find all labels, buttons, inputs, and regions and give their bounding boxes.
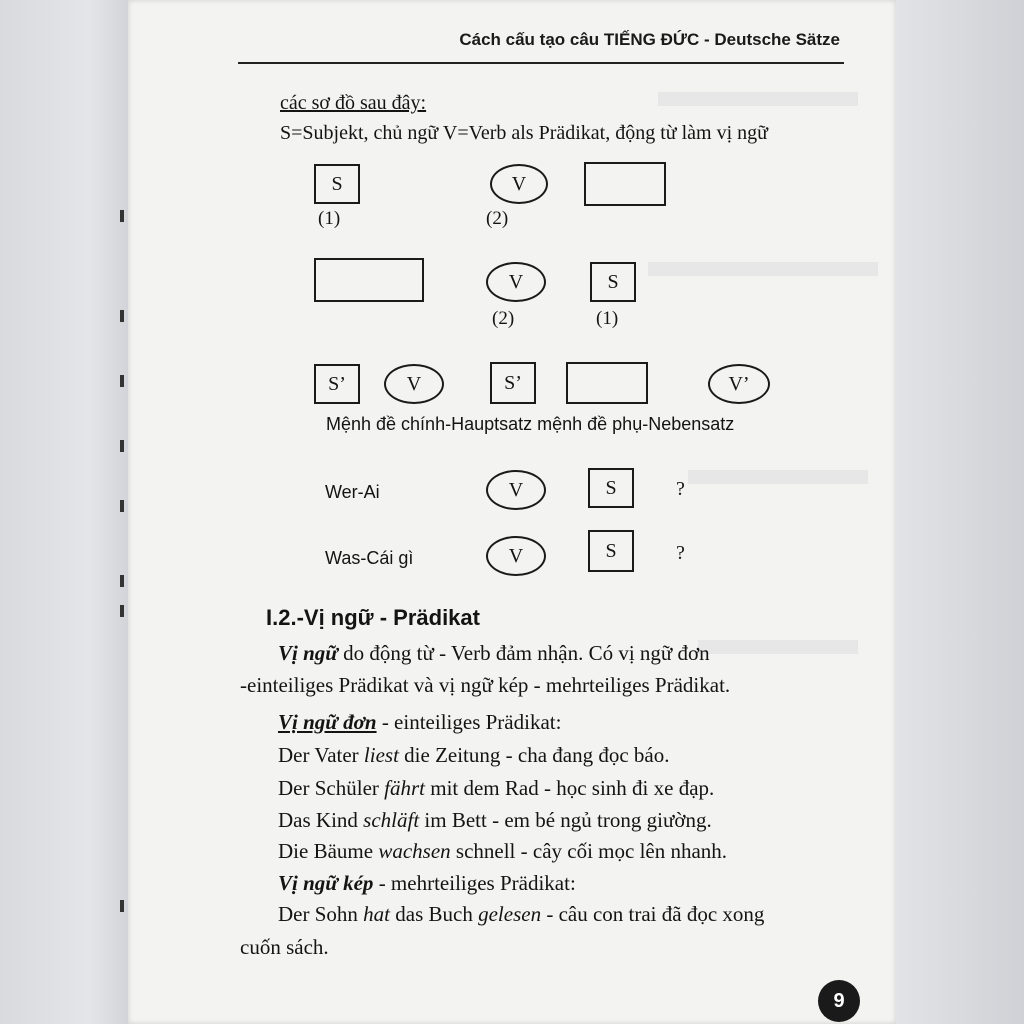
question-mark: ? xyxy=(676,542,685,564)
paragraph-line: -einteiliges Prädikat và vị ngữ kép - mehrteiliges Prädikat. xyxy=(240,673,731,697)
subject-box: S xyxy=(588,468,634,508)
verb-oval: V xyxy=(486,470,546,510)
verb-oval: V xyxy=(384,364,444,404)
book-page xyxy=(128,0,896,1024)
header-rule xyxy=(238,62,844,64)
subject-box: S’ xyxy=(490,362,536,404)
subject-box: S xyxy=(588,530,634,572)
position-label: (1) xyxy=(318,208,341,229)
term: Vị ngữ xyxy=(278,641,338,665)
position-label: (2) xyxy=(492,308,515,329)
question-word: Wer-Ai xyxy=(325,482,380,502)
example-line: Der Vater liest die Zeitung - cha đang đọc báo. xyxy=(278,743,670,767)
subject-box: S xyxy=(590,262,636,302)
subject-box: S’ xyxy=(314,364,360,404)
term: Vị ngữ kép xyxy=(278,871,374,895)
example-line: Das Kind schläft im Bett - em bé ngủ trong giường. xyxy=(278,808,712,832)
intro-line: các sơ đồ sau đây: xyxy=(280,92,427,114)
section-heading: I.2.-Vị ngữ - Prädikat xyxy=(266,605,480,630)
verb-oval: V xyxy=(486,262,546,302)
empty-box xyxy=(314,258,424,302)
term: Vị ngữ đơn xyxy=(278,710,377,734)
subheading-line: Vị ngữ đơn - einteiliges Prädikat: xyxy=(278,710,562,734)
running-header: Cách cấu tạo câu TIẾNG ĐỨC - Deutsche Sätze xyxy=(459,30,840,49)
question-mark: ? xyxy=(676,478,685,500)
position-label: (2) xyxy=(486,208,509,229)
empty-box xyxy=(566,362,648,404)
position-label: (1) xyxy=(596,308,619,329)
subject-box: S xyxy=(314,164,360,204)
verb-oval: V xyxy=(486,536,546,576)
verb-oval: V xyxy=(490,164,548,204)
example-line: Die Bäume wachsen schnell - cây cối mọc lên nhanh. xyxy=(278,839,728,863)
example-line: cuốn sách. xyxy=(240,935,329,959)
adjacent-page-right xyxy=(896,0,1024,1024)
legend-line: S=Subjekt, chủ ngữ V=Verb als Prädikat, động từ làm vị ngữ xyxy=(280,122,769,144)
example-line: Der Schüler fährt mit dem Rad - học sinh đi xe đạp. xyxy=(278,776,715,800)
verb-oval: V’ xyxy=(708,364,770,404)
adjacent-page-left xyxy=(0,0,128,1024)
page-number-badge: 9 xyxy=(818,980,860,1022)
paragraph-line: Vị ngữ do động từ - Verb đảm nhận. Có vị ngữ đơn xyxy=(278,641,710,665)
example-line: Der Sohn hat das Buch gelesen - câu con trai đã đọc xong xyxy=(278,902,765,926)
empty-box xyxy=(584,162,666,206)
subheading-line: Vị ngữ kép - mehrteiliges Prädikat: xyxy=(278,871,576,895)
clause-label: Mệnh đề chính-Hauptsatz mệnh đề phụ-Nebensatz xyxy=(326,414,735,434)
question-word: Was-Cái gì xyxy=(325,548,414,568)
